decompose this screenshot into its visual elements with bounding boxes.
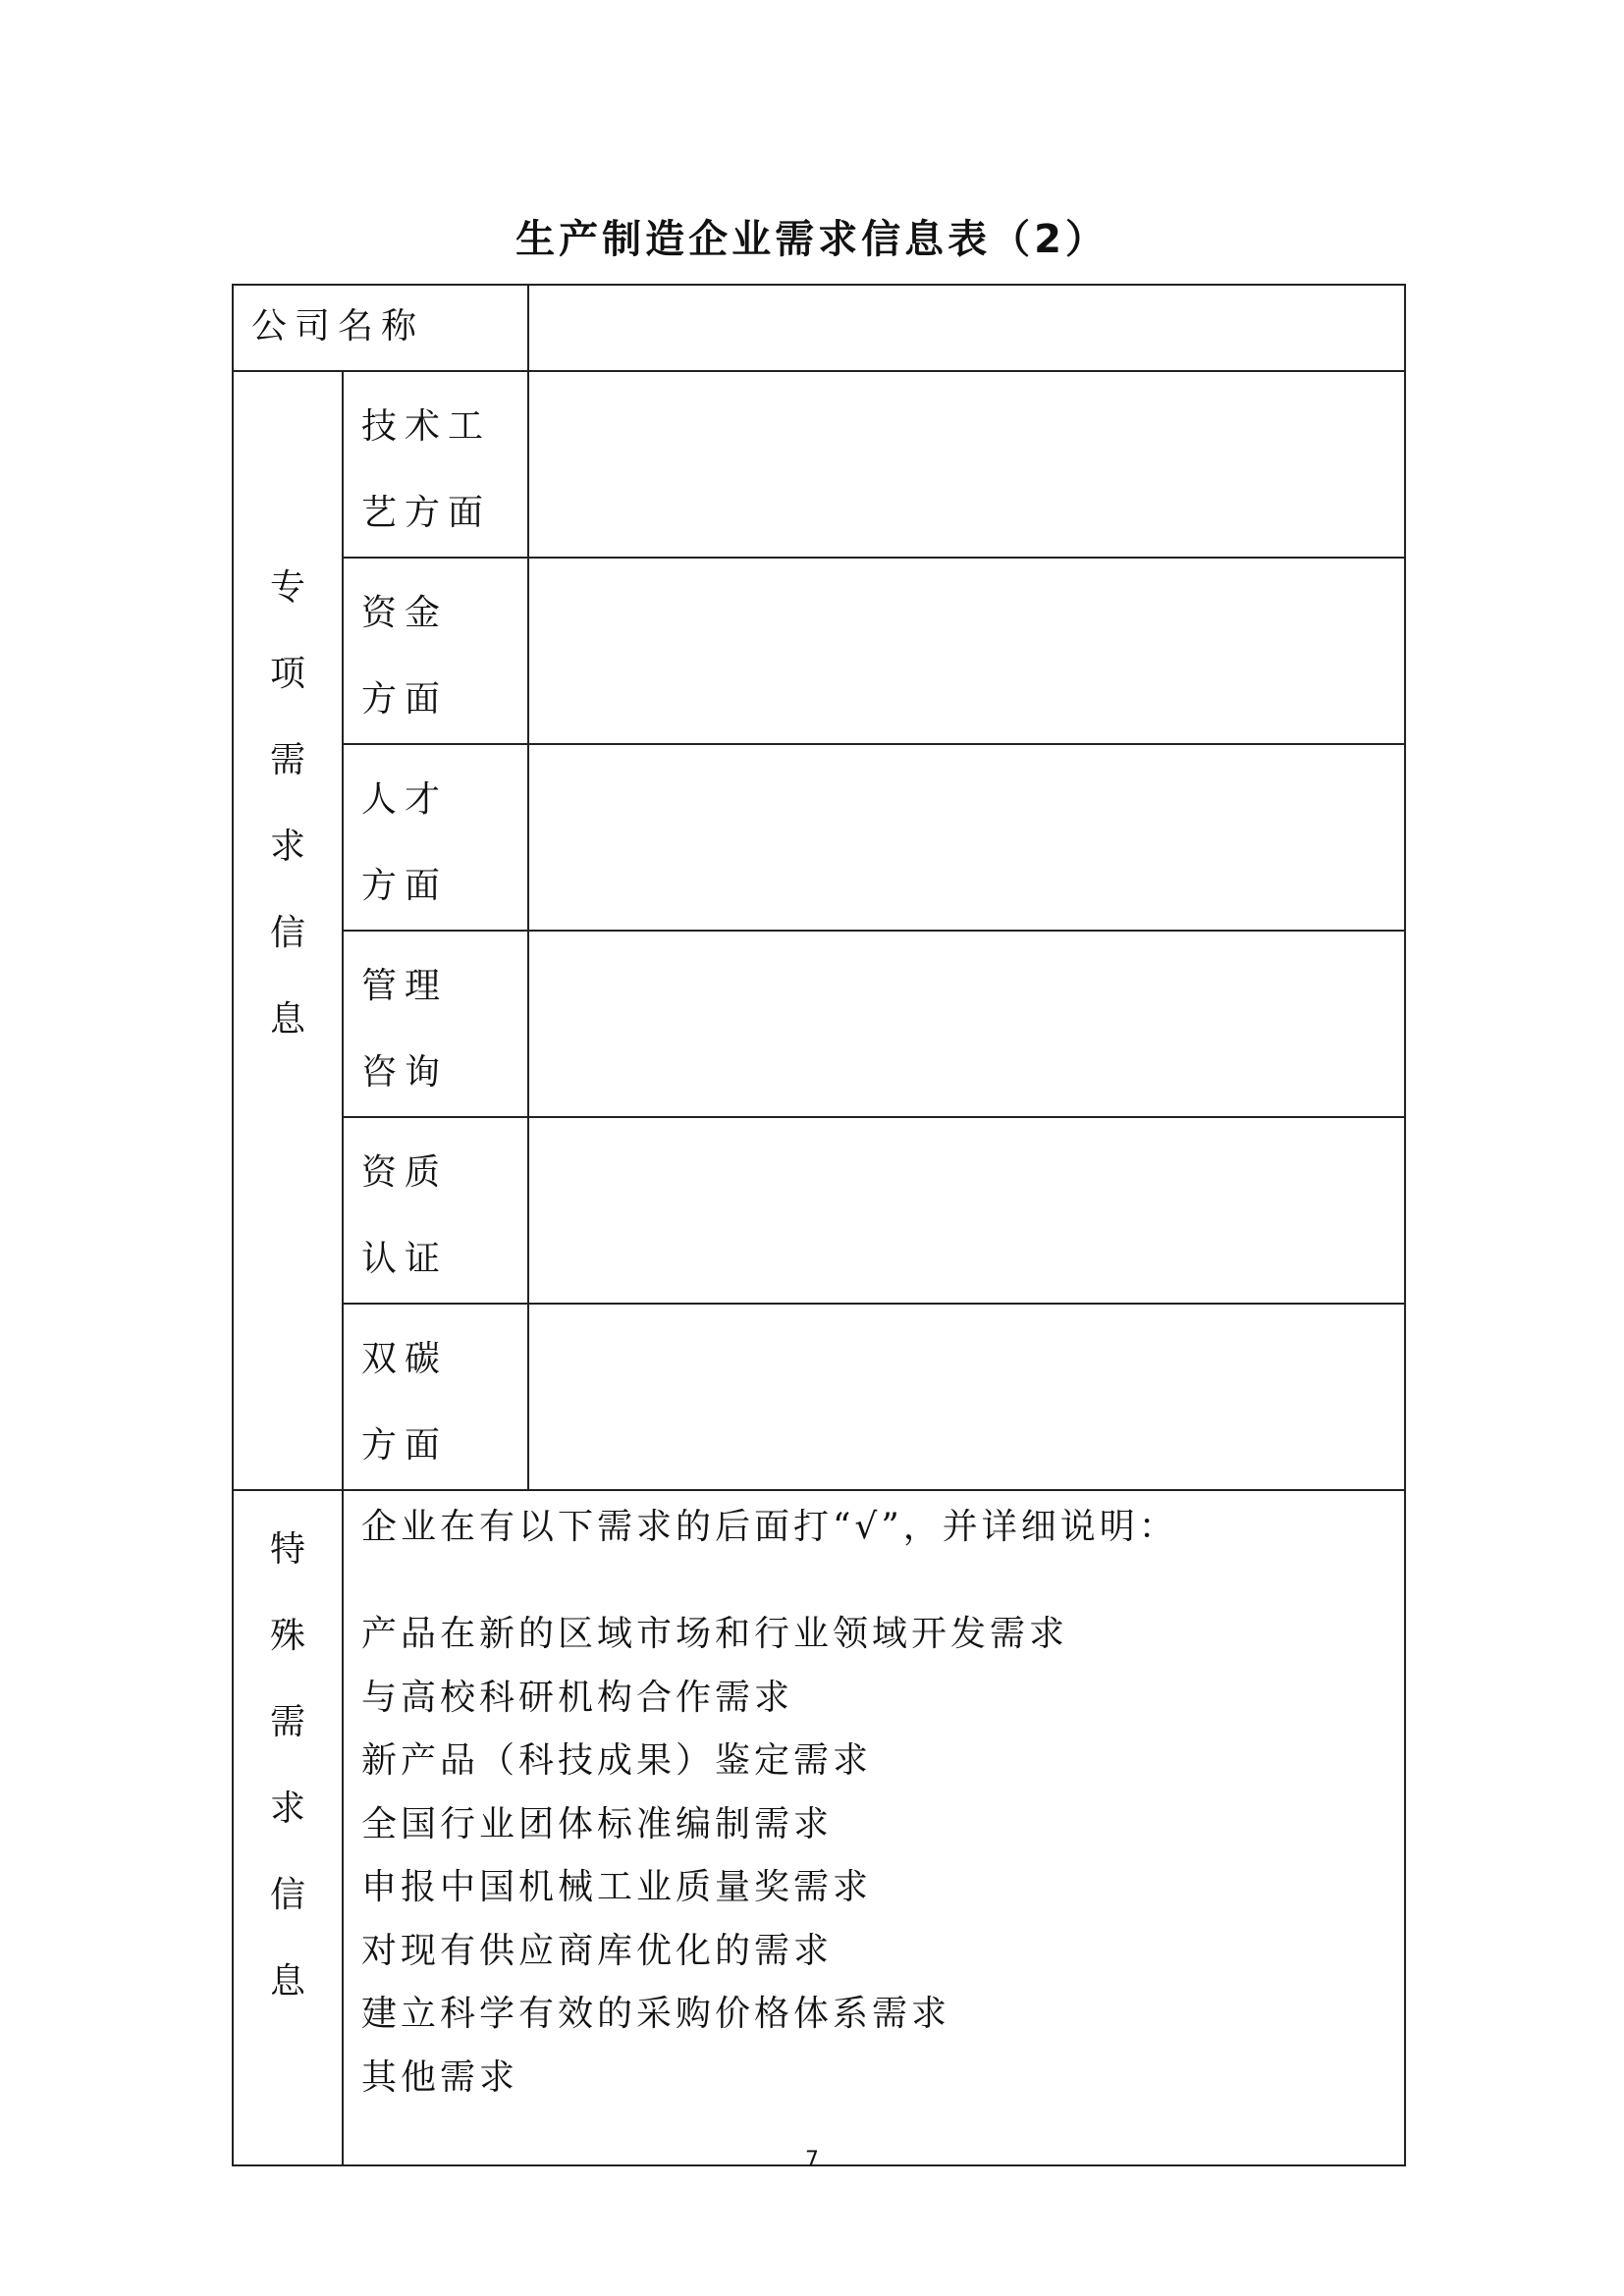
label-line: 双碳 xyxy=(361,1339,449,1379)
label-line: 方面 xyxy=(361,866,449,906)
special-needs-options-list xyxy=(361,1603,1404,2109)
special-requirements-label-char: 求 xyxy=(269,827,305,867)
company-row xyxy=(233,285,1405,371)
special-needs-label-char: 需 xyxy=(269,1702,305,1742)
page-number: 7 xyxy=(805,2148,819,2172)
funding-label xyxy=(343,558,528,744)
special-requirements-label-char: 息 xyxy=(269,999,305,1040)
special-requirements-label-char: 专 xyxy=(269,567,305,608)
label-line: 认证 xyxy=(361,1239,449,1279)
special-requirement-row xyxy=(233,744,1405,931)
dual-carbon-label xyxy=(343,1304,528,1490)
label-line: 技术工 xyxy=(361,406,492,447)
technology-process-label xyxy=(343,371,528,558)
label-line: 资金 xyxy=(361,593,449,633)
special-requirement-row xyxy=(233,1304,1405,1490)
special-needs-row xyxy=(233,1490,1405,2165)
special-need-option[interactable]: 其他需求 xyxy=(361,2056,519,2098)
special-requirement-row xyxy=(233,371,1405,558)
special-need-option[interactable]: 对现有供应商库优化的需求 xyxy=(361,1930,834,1971)
label-line: 方面 xyxy=(361,1425,449,1466)
special-requirements-label-char: 项 xyxy=(269,654,305,694)
label-line: 方面 xyxy=(361,679,449,720)
special-needs-label-char: 信 xyxy=(269,1875,305,1915)
special-need-option[interactable]: 申报中国机械工业质量奖需求 xyxy=(361,1867,873,1907)
qualification-certification-label xyxy=(343,1117,528,1304)
special-requirements-label xyxy=(233,371,343,1490)
funding-field[interactable] xyxy=(528,558,1405,744)
company-name-label: 公司名称 xyxy=(233,285,528,371)
special-needs-label-char: 求 xyxy=(269,1789,305,1829)
label-line: 咨询 xyxy=(361,1052,449,1093)
requirements-form-table xyxy=(232,284,1406,2166)
special-requirement-row xyxy=(233,1117,1405,1304)
label-line: 艺方面 xyxy=(361,493,492,533)
dual-carbon-field[interactable] xyxy=(528,1304,1405,1490)
form-title: 生产制造企业需求信息表（2） xyxy=(515,217,1109,262)
special-need-option[interactable]: 全国行业团体标准编制需求 xyxy=(361,1803,834,1844)
company-name-field[interactable] xyxy=(528,285,1405,371)
special-need-option[interactable]: 与高校科研机构合作需求 xyxy=(361,1677,794,1718)
special-requirements-label-char: 信 xyxy=(269,913,305,953)
label-line: 人才 xyxy=(361,779,449,820)
special-needs-instructions: 企业在有以下需求的后面打“√”，并详细说明： xyxy=(361,1507,1178,1547)
qualification-certification-field[interactable] xyxy=(528,1117,1405,1304)
talent-field[interactable] xyxy=(528,744,1405,931)
special-needs-label-char: 特 xyxy=(269,1529,305,1570)
special-need-option[interactable]: 产品在新的区域市场和行业领域开发需求 xyxy=(361,1614,1069,1654)
label-line: 资质 xyxy=(361,1152,449,1193)
special-needs-label-char: 殊 xyxy=(269,1616,305,1656)
special-needs-label-char: 息 xyxy=(269,1961,305,2002)
technology-process-field[interactable] xyxy=(528,371,1405,558)
special-needs-content xyxy=(343,1490,1405,2165)
special-requirement-row xyxy=(233,558,1405,744)
special-need-option[interactable]: 建立科学有效的采购价格体系需求 xyxy=(361,1994,951,2034)
management-consulting-field[interactable] xyxy=(528,931,1405,1117)
special-need-option[interactable]: 新产品（科技成果）鉴定需求 xyxy=(361,1740,873,1781)
label-line: 管理 xyxy=(361,966,449,1006)
special-requirement-row xyxy=(233,931,1405,1117)
management-consulting-label xyxy=(343,931,528,1117)
talent-label xyxy=(343,744,528,931)
special-needs-label xyxy=(233,1490,343,2165)
special-requirements-label-char: 需 xyxy=(269,740,305,780)
